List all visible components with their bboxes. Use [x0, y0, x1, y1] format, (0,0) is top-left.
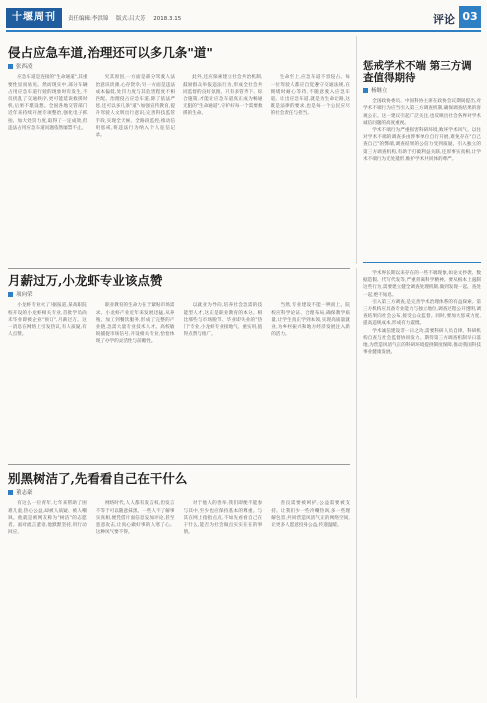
paragraph: 网络时代,人人都有发言权,但发言不等于可以随意抹黑。一些人不了解事实真相,便凭借片面信息妄加评论,甚至恶意攻击,让真心做好事的人寒了心。这种风气要不得。 [95, 501, 175, 536]
page-number: 03 [459, 6, 481, 28]
article-title: 惩戒学术不端 第三方调查值得期待 [363, 60, 472, 85]
paragraph: 小龙虾专业火了!据报道,某高职院校开设的小龙虾相关专业,首批学员尚未毕业即被企业"预订",月薪过万。这一消息在网络上引发热议,有人质疑,有人点赞。 [8, 303, 87, 338]
article-column [96, 302, 175, 452]
layout-credit: 版式:吕大芳 [116, 16, 146, 22]
byline [8, 488, 350, 496]
paragraph: 学术界长期以来存在的一些不端现象,如论文抄袭、数据造假、代写代发等,严重背离科学精神。要从根本上遏制这些行为,需要建立健全调查处理机制,做到发现一起、查处一起,绝不姑息。 [363, 271, 481, 298]
paragraph: 究其原因,一方面是部分驾驶人法治意识淡薄,心存侥幸;另一方面是违法成本偏低,处罚力度与其危害程度不相匹配。治理侵占应急车道,除了依法严惩,还可以多几条"道":加强宣传教育,提升驾驶人文明出行意识;完善科技监管手段,实现全天候、全路段监控;推动信用惩戒,将违法行为纳入个人征信记录。 [95, 75, 175, 138]
article-column [271, 74, 351, 259]
byline-marker [363, 88, 368, 93]
section-divider [8, 464, 350, 465]
paragraph: 有这么一位青年,七年来帮助了困难儿童,热心公益,却被人质疑、被人嘲讽。他就是被网友称为"树洁"的志愿者。面对流言蜚语,他默默坚持,用行动回应。 [8, 501, 87, 536]
author: 杨继立 [371, 88, 388, 95]
article-column [8, 74, 88, 259]
paragraph: 当然,专业建设不能一哄而上。院校应科学论证、合理布局,确保教学质量,让学生真正学到本领,实现高质量就业,为乡村振兴和地方经济发展注入新的活力。 [271, 303, 350, 338]
article-emergency-lane [8, 46, 350, 268]
article-column [363, 98, 481, 248]
paragraph: 学术诚信建设非一日之功,需要科研人员自律、科研机构自查与社会监督协同发力。期待第三方调查机制早日落地,为营造风清气正的科研环境提供制度保障,推动我国科技事业健康发展。 [363, 328, 481, 356]
issue-date: 2018.3.15 [153, 16, 182, 22]
section-title: 评论 [433, 13, 455, 26]
masthead-info [68, 14, 187, 22]
column-divider [356, 268, 357, 698]
article-column [8, 302, 87, 452]
paragraph: 此外,还应探索建立社会共治机制,鼓励群众举报违法行为,形成全社会共同监督的良好氛围。只有多管齐下、综合施策,才能让应急车道真正成为畅通无阻的"生命通道",守护好每一个需要救援的生命。 [183, 75, 263, 117]
article-column [184, 302, 263, 452]
article-title: 月薪过万,小龙虾专业该点赞 [8, 273, 163, 288]
paragraph: 学术不端行为严重损害科研环境,败坏学术风气。以往对学术不端的调查多由涉事单位自行开展,难免存在"自己查自己"的弊端,调查结果的公信力受到质疑。引入独立的第三方调查机构,有助于打破利益关联,还原事实真相,让学术不端行为无处遁形,维护学术共同体的尊严。 [363, 127, 481, 162]
editor-credit: 责任编辑:李洪锦 [68, 16, 109, 22]
article-shujie [8, 472, 350, 698]
article-column [184, 500, 263, 690]
article-column [96, 500, 175, 690]
paper-logo: 十堰周刊 [6, 8, 62, 28]
paragraph: 以就业为导向,培养社会急需的技能型人才,这正是职业教育的本分。相比那些与市场脱节、毕业即失业的"热门"专业,小龙虾专业接地气、重实用,值得点赞与推广。 [183, 303, 263, 338]
paragraph: 全国政协委员、中国科协主席在政协会议期间提出,对学术不端行为应当引入第三方调查机制,确保调查结果的客观公正。这一建议引起广泛关注,也反映出社会各界对学术诚信问题的高度重视。 [363, 99, 481, 126]
article-title: 侵占应急车道,治理还可以多几条"道" [8, 45, 213, 60]
paragraph: 应急车道是连接的"生命通道",其重要性显而易见。然而现实中,部分车辆占用应急车道行驶的现象时有发生,不仅扰乱了交通秩序,更可能延误救援时机,后果不堪设想。全国各地交管部门近年来持续开展专项整治,强化电子抓拍、加大处罚力度,取得了一定成效,但违法占用应急车道问题依然屡禁不止。 [8, 75, 88, 131]
byline [8, 290, 350, 298]
article-crayfish-major [8, 274, 350, 460]
byline-marker [8, 490, 13, 495]
author: 张西凌 [16, 64, 33, 71]
article-academic-misconduct [363, 36, 481, 264]
paragraph: 引入第三方调查,是完善学术治理体系的有益探索。第三方机构应具备专业能力与独立地位,调查过程公开透明,调查结果向社会公布,接受公众监督。同时,要加大惩戒力度,提高违规成本,形成有力震慑。 [363, 299, 481, 327]
article-column [96, 74, 176, 259]
masthead [6, 6, 481, 32]
article-title: 别黑树洁了,先看看自己在干什么 [8, 471, 188, 486]
author: 项向荣 [16, 292, 33, 299]
section-divider [8, 268, 350, 269]
article-academic-misconduct-continued [363, 262, 481, 700]
column-divider [356, 36, 357, 264]
article-column [183, 74, 263, 259]
article-column [8, 500, 87, 690]
paragraph: 生命至上,应急车道不容侵占。每一位驾驶人都应自觉遵守交通法规,在拥堵时耐心等待,不随意驶入应急车道。让出应急车道,就是为生命让路,这既是法律的要求,也是每一个公民应尽的社会责任与担当。 [270, 75, 350, 117]
paragraph: 职业教育的生命力在于紧贴市场需求。小龙虾产业近年来发展迅猛,从养殖、加工到餐饮服务,形成了完整的产业链,急需大量专业技术人才。高校敏锐捕捉市场信号,开设相关专业,恰恰体现了办学的灵活性与前瞻性。 [95, 303, 175, 345]
article-column [363, 270, 481, 700]
article-column [271, 302, 350, 452]
byline-marker [8, 64, 13, 69]
article-column [271, 500, 350, 690]
paragraph: 对于他人的善举,我们即便不能参与其中,至少也应保持基本的尊重。与其在网上指指点点,不如先看看自己在干什么,能否为社会做点实实在在的事情。 [183, 501, 263, 536]
author: 董志豪 [16, 490, 33, 497]
byline [363, 86, 481, 94]
paragraph: 善良需要被呵护,公益需要被支持。让我们少一些冷嘲热讽,多一些理解包容,共同营造风清气正的网络空间,让更多人愿意投身公益,传递温暖。 [271, 501, 350, 528]
byline-marker [8, 292, 13, 297]
byline [8, 62, 350, 70]
